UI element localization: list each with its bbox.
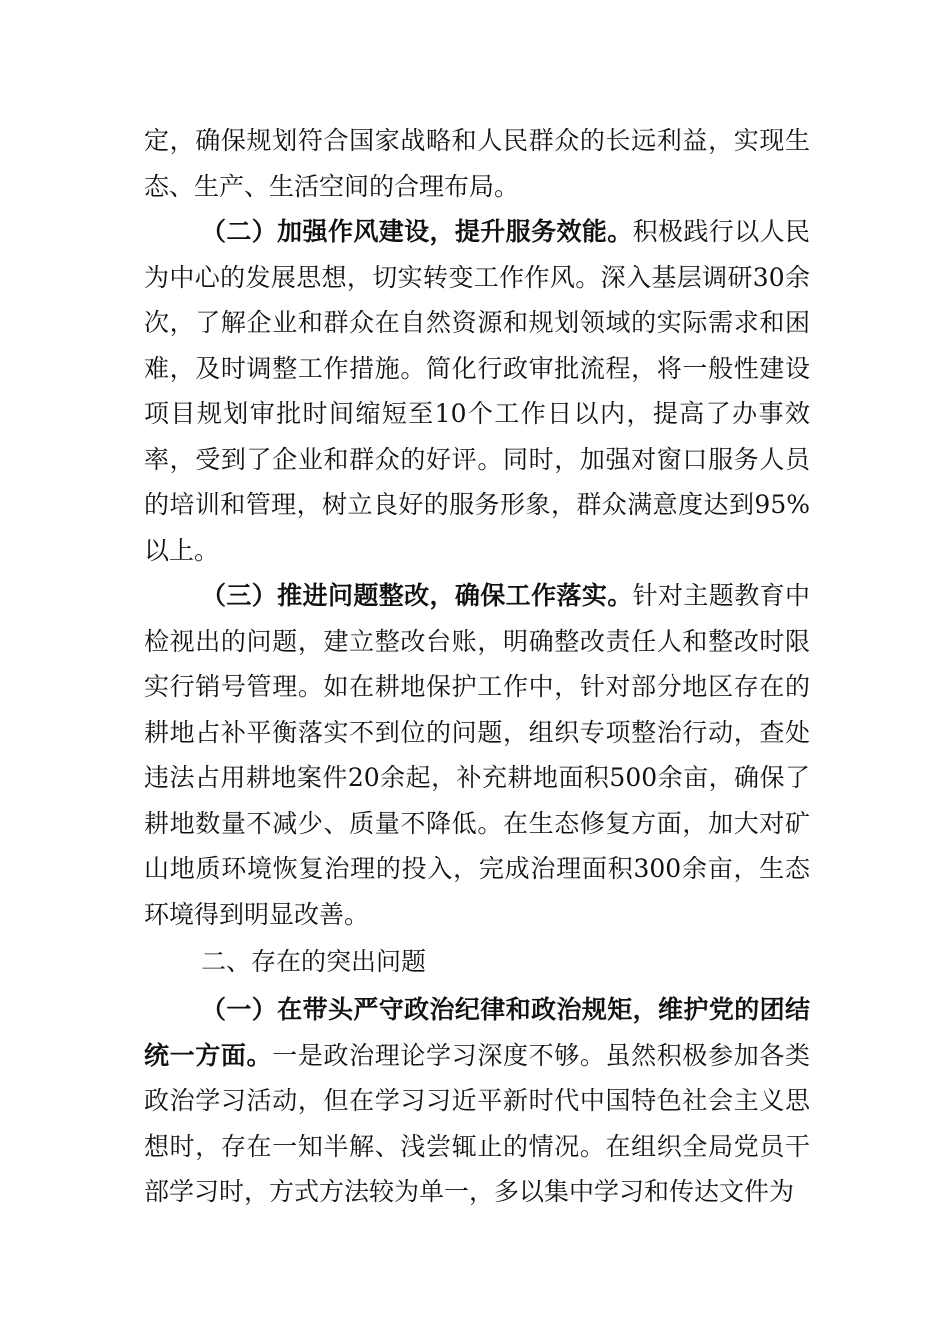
paragraph-lead: （三）推进问题整改，确保工作落实。 bbox=[201, 581, 633, 610]
paragraph-continuation bbox=[144, 118, 810, 209]
section-heading: 二、存在的突出问题 bbox=[201, 947, 427, 976]
paragraph-political-discipline bbox=[144, 987, 810, 1215]
paragraph-lead: （二）加强作风建设，提升服务效能。 bbox=[201, 217, 633, 246]
paragraph-text: 积极践行以人民为中心的发展思想，切实转变工作作风。深入基层调研30余次，了解企业和群众在自然资源和规划领域的实际需求和困难，及时调整工作措施。简化行政审批流程，将一般性建设项目规划审批时间缩短至10个工作日以内，提高了办事效率，受到了企业和群众的好评。同时，加强对窗口服务人员的培训和管理，树立良好的服务形象，群众满意度达到95%以上。 bbox=[144, 217, 810, 565]
paragraph-text: 定，确保规划符合国家战略和人民群众的长远利益，实现生态、生产、生活空间的合理布局。 bbox=[144, 126, 810, 201]
document-page bbox=[144, 118, 810, 1215]
paragraph-text: 针对主题教育中检视出的问题，建立整改台账，明确整改责任人和整改时限实行销号管理。如在耕地保护工作中，针对部分地区存在的耕地占补平衡落实不到位的问题，组织专项整治行动，查处违法占用耕地案件20余起，补充耕地面积500余亩，确保了耕地数量不减少、质量不降低。在生态修复方面，加大对矿山地质环境恢复治理的投入，完成治理面积300余亩，生态环境得到明显改善。 bbox=[144, 581, 810, 929]
paragraph-work-style bbox=[144, 209, 810, 573]
paragraph-text: 一是政治理论学习深度不够。虽然积极参加各类政治学习活动，但在学习习近平新时代中国特色社会主义思想时，存在一知半解、浅尝辄止的情况。在组织全局党员干部学习时，方式方法较为单一，多以集中学习和传达文件为 bbox=[144, 1040, 810, 1206]
paragraph-lead: （一）在带头严守政治纪律和政治规矩，维护党的团结统一方面。 bbox=[144, 995, 810, 1070]
paragraph-rectification bbox=[144, 573, 810, 937]
